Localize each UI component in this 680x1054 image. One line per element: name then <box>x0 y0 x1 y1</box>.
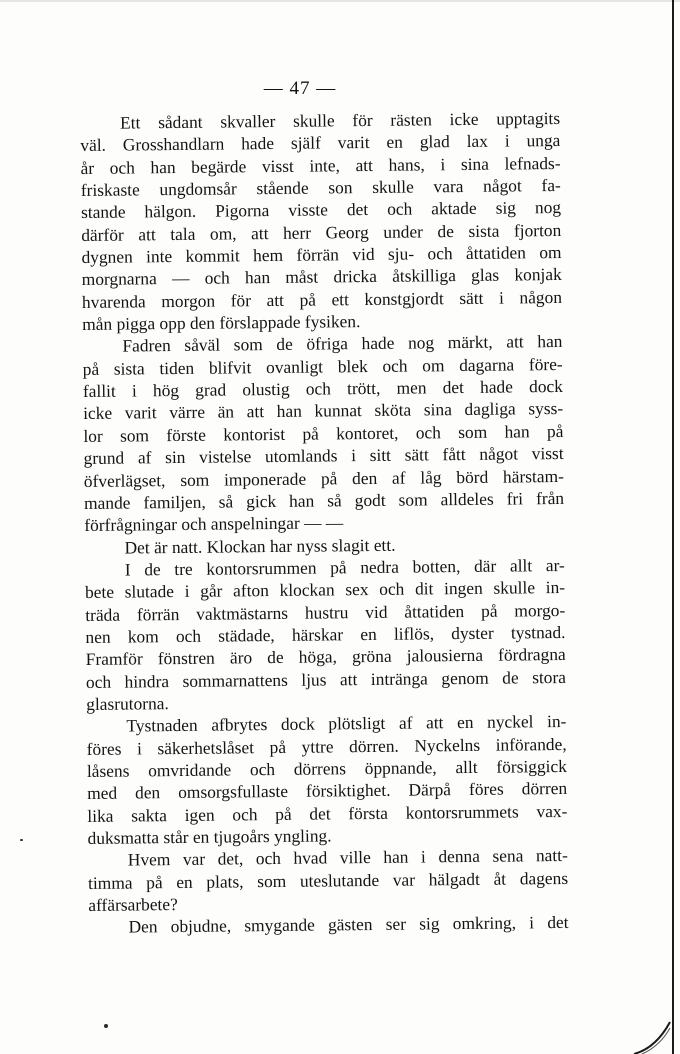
text-line: bete slutade i går afton klockan sex och dit ingen skulle in- <box>84 577 566 603</box>
text-line: duksmatta står en tjugoårs yngling. <box>87 825 332 848</box>
text-line: år och han begärde visst inte, att hans, i sina lefnads- <box>80 152 561 178</box>
text-line: förfrågningar och anspelningar — — <box>84 512 344 536</box>
page-right-edge <box>672 0 674 1054</box>
page-number: — 47 — <box>263 78 337 99</box>
text-line: och hindra sommarnattens ljus att intränga genom de stora <box>85 666 567 692</box>
body-text <box>80 107 569 939</box>
text-line: grund af sin vistelse utomlands i sitt sätt fått något visst <box>83 443 564 469</box>
text-line: föres i säkerhetslåset på yttre dörren. Nyckelns införande, <box>86 733 567 759</box>
text-line: glasrutorna. <box>86 693 169 714</box>
text-line: öfverlägset, som imponerade på den af låg börd härstam- <box>83 465 564 491</box>
text-line: stande hälgon. Pigorna visste det och aktade sig nog <box>80 197 562 223</box>
text-line: Ett sådant skvaller skulle för rästen icke upptagits <box>120 107 561 133</box>
text-line: I de tre kontorsrummen på nedra botten, där allt ar- <box>124 554 565 580</box>
text-line: timma på en plats, som uteslutande var hälgadt åt dagens <box>87 867 569 893</box>
text-line: friskaste ungdomsår stående son skulle vara något fa- <box>80 175 561 201</box>
text-line: träda förrän vaktmästarns hustru vid åttatiden på morgo- <box>85 599 566 625</box>
text-line: Den objudne, smygande gästen ser sig omkring, i det <box>128 912 569 937</box>
text-line: morgnarna — och han måst dricka åtskilliga glas konjak <box>81 264 562 290</box>
text-line: väl. Grosshandlarn hade själf varit en glad lax i unga <box>80 130 561 156</box>
text-line: därför att tala om, att herr Georg under de sista fjorton <box>81 219 562 245</box>
text-line: lika sakta igen och på det första kontorsrummets vax- <box>87 800 568 826</box>
text-line: fallit i hög grad olustig och trött, men det hade dock <box>82 376 564 402</box>
text-line: Fadren såväl som de öfriga hade nog märkt, att han <box>122 331 563 357</box>
ink-speck <box>104 1024 108 1028</box>
text-line: lor som förste kontorist på kontoret, och som han på <box>83 420 564 446</box>
text-line: Tystnaden afbrytes dock plötsligt af att en nyckel in- <box>126 711 567 736</box>
ink-speck <box>20 839 23 841</box>
text-line: icke varit värre än att han kunnat sköta sina dagliga syss- <box>83 398 564 424</box>
text-line: nen kom och städade, härskar en liflös, dyster tystnad. <box>85 621 566 647</box>
page-corner-curl <box>632 1014 672 1054</box>
text-line: låsens omvridande och dörrens öppnande, allt försiggick <box>86 755 567 781</box>
text-line: affärsarbete? <box>88 894 178 915</box>
text-line: Hvem var det, och hvad ville han i denna sena natt- <box>127 845 568 870</box>
text-line: mande familjen, så gick han så godt som alldeles fri från <box>83 487 565 513</box>
text-line: hvarenda morgon för att på ett konstgjordt sätt i någon <box>81 286 563 312</box>
page-top-edge <box>0 0 680 2</box>
text-line: dygnen inte kommit hem förrän vid sju- och åttatiden om <box>81 242 562 268</box>
text-line: Det är natt. Klockan har nyss slagit ett. <box>124 534 396 558</box>
text-line: Framför fönstren äro de höga, gröna jalousierna fördragna <box>85 644 566 670</box>
text-line: med den omsorgsfullaste försiktighet. Därpå föres dörren <box>87 778 568 804</box>
text-line: mån pigga opp den förslappade fysiken. <box>82 311 361 335</box>
text-line: på sista tiden blifvit ovanligt blek och om dagarna före- <box>82 353 563 379</box>
